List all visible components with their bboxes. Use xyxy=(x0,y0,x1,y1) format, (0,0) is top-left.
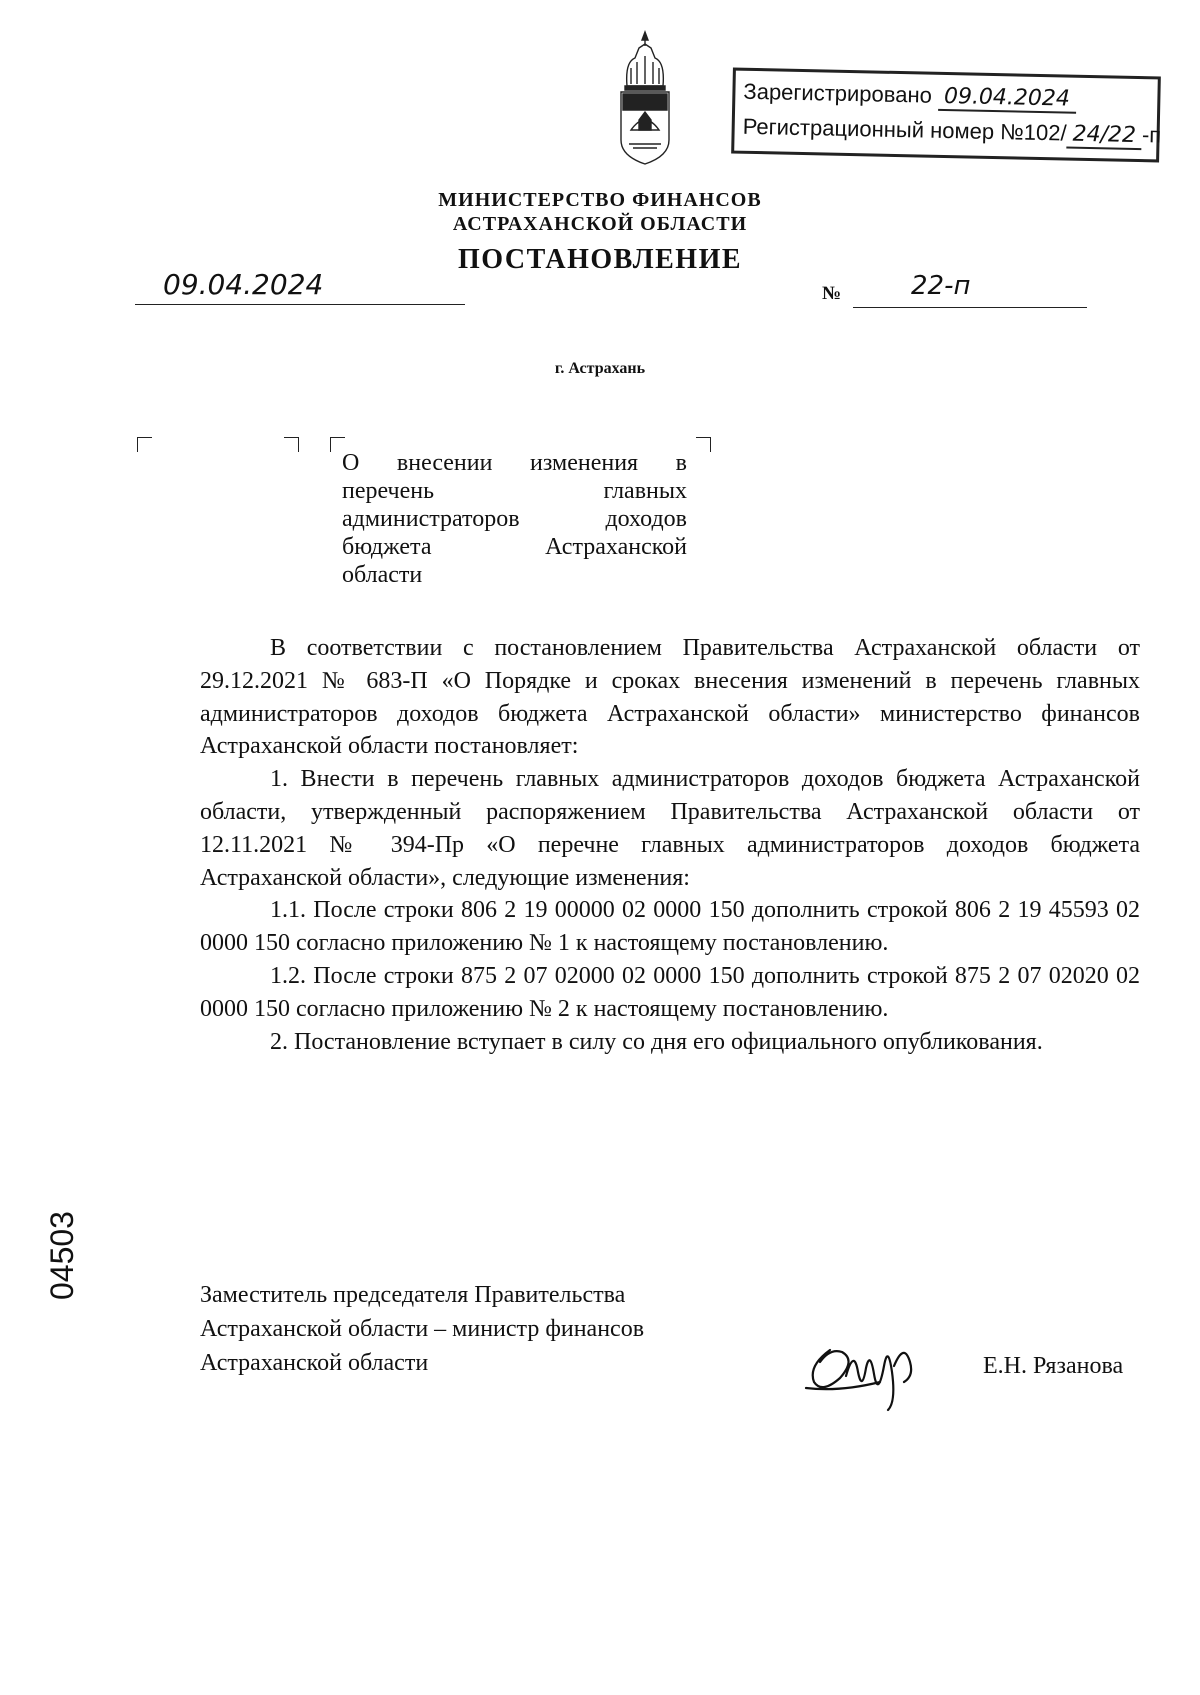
ministry-name-line2: АСТРАХАНСКОЙ ОБЛАСТИ xyxy=(452,213,748,235)
ministry-name-line1: МИНИСТЕРСТВО ФИНАНСОВ xyxy=(438,189,762,211)
stamp-reg-number-suffix: -п xyxy=(1141,122,1162,148)
body-paragraph: 1.1. После строки 806 2 19 00000 02 0000 150 дополнить строкой 806 2 19 45593 02 0000 150 согласно приложению № 1 к настоящему постановлению. xyxy=(200,897,1140,957)
subject-line: администраторов доходов xyxy=(342,506,687,532)
document-number-field xyxy=(853,271,1087,308)
subject-line: области xyxy=(342,562,423,588)
subject-line: перечень главных xyxy=(342,478,687,504)
body-paragraph: 1. Внести в перечень главных администраторов доходов бюджета Астраханской области, утвержденный распоряжением Правительства Астраханской области от 12.11.2021 № 394-Пр «О перечне главных администраторов доходов бюджета Астраханской области», следующие изменения: xyxy=(200,766,1140,891)
stamp-reg-number-label: Регистрационный номер №102/ xyxy=(742,113,1067,146)
coat-of-arms-emblem xyxy=(605,28,685,168)
stamp-reg-number-row xyxy=(742,110,1162,153)
body-paragraph: 2. Постановление вступает в силу со дня его официального опубликования. xyxy=(270,1028,1043,1055)
corner-mark xyxy=(696,437,711,452)
registration-stamp xyxy=(731,68,1161,163)
signatory-title-line: Астраханской области – министр финансов xyxy=(200,1316,645,1342)
document-date-field xyxy=(135,268,465,305)
document-number-handwritten: 22-п xyxy=(911,271,971,301)
handwritten-signature xyxy=(800,1322,940,1414)
signatory-title-line: Астраханской области xyxy=(200,1350,429,1376)
signer-name: Е.Н. Рязанова xyxy=(983,1353,1124,1379)
signatory-title-line: Заместитель председателя Правительства xyxy=(200,1282,626,1308)
document-type-title: ПОСТАНОВЛЕНИЕ xyxy=(457,244,743,275)
body-paragraph: В соответствии с постановлением Правительства Астраханской области от 29.12.2021 № 683-П «О Порядке и сроках внесения изменений в перечень главных администраторов доходов бюджета Астраханской области» министерство финансов Астраханской области постановляет: xyxy=(200,635,1140,760)
stamp-registered-date: 09.04.2024 xyxy=(938,84,1077,114)
side-code: 04503 xyxy=(44,1211,80,1300)
document-date-handwritten: 09.04.2024 xyxy=(163,268,324,301)
subject-line: О внесении изменения в xyxy=(342,450,687,476)
stamp-reg-number-value: 24/22 xyxy=(1066,122,1142,151)
stamp-registered-label: Зарегистрировано xyxy=(743,78,933,108)
city-label: г. Астрахань xyxy=(554,360,646,377)
document-body xyxy=(200,632,1140,1058)
corner-mark xyxy=(284,437,299,452)
corner-mark xyxy=(137,437,152,452)
document-number-label: № xyxy=(822,283,842,304)
signatory-title xyxy=(200,1278,644,1380)
subject-line: бюджета Астраханской xyxy=(342,534,687,560)
document-subject xyxy=(342,449,687,589)
body-paragraph: 1.2. После строки 875 2 07 02000 02 0000 150 дополнить строкой 875 2 07 02020 02 0000 150 согласно приложению № 2 к настоящему постановлению. xyxy=(200,962,1140,1022)
